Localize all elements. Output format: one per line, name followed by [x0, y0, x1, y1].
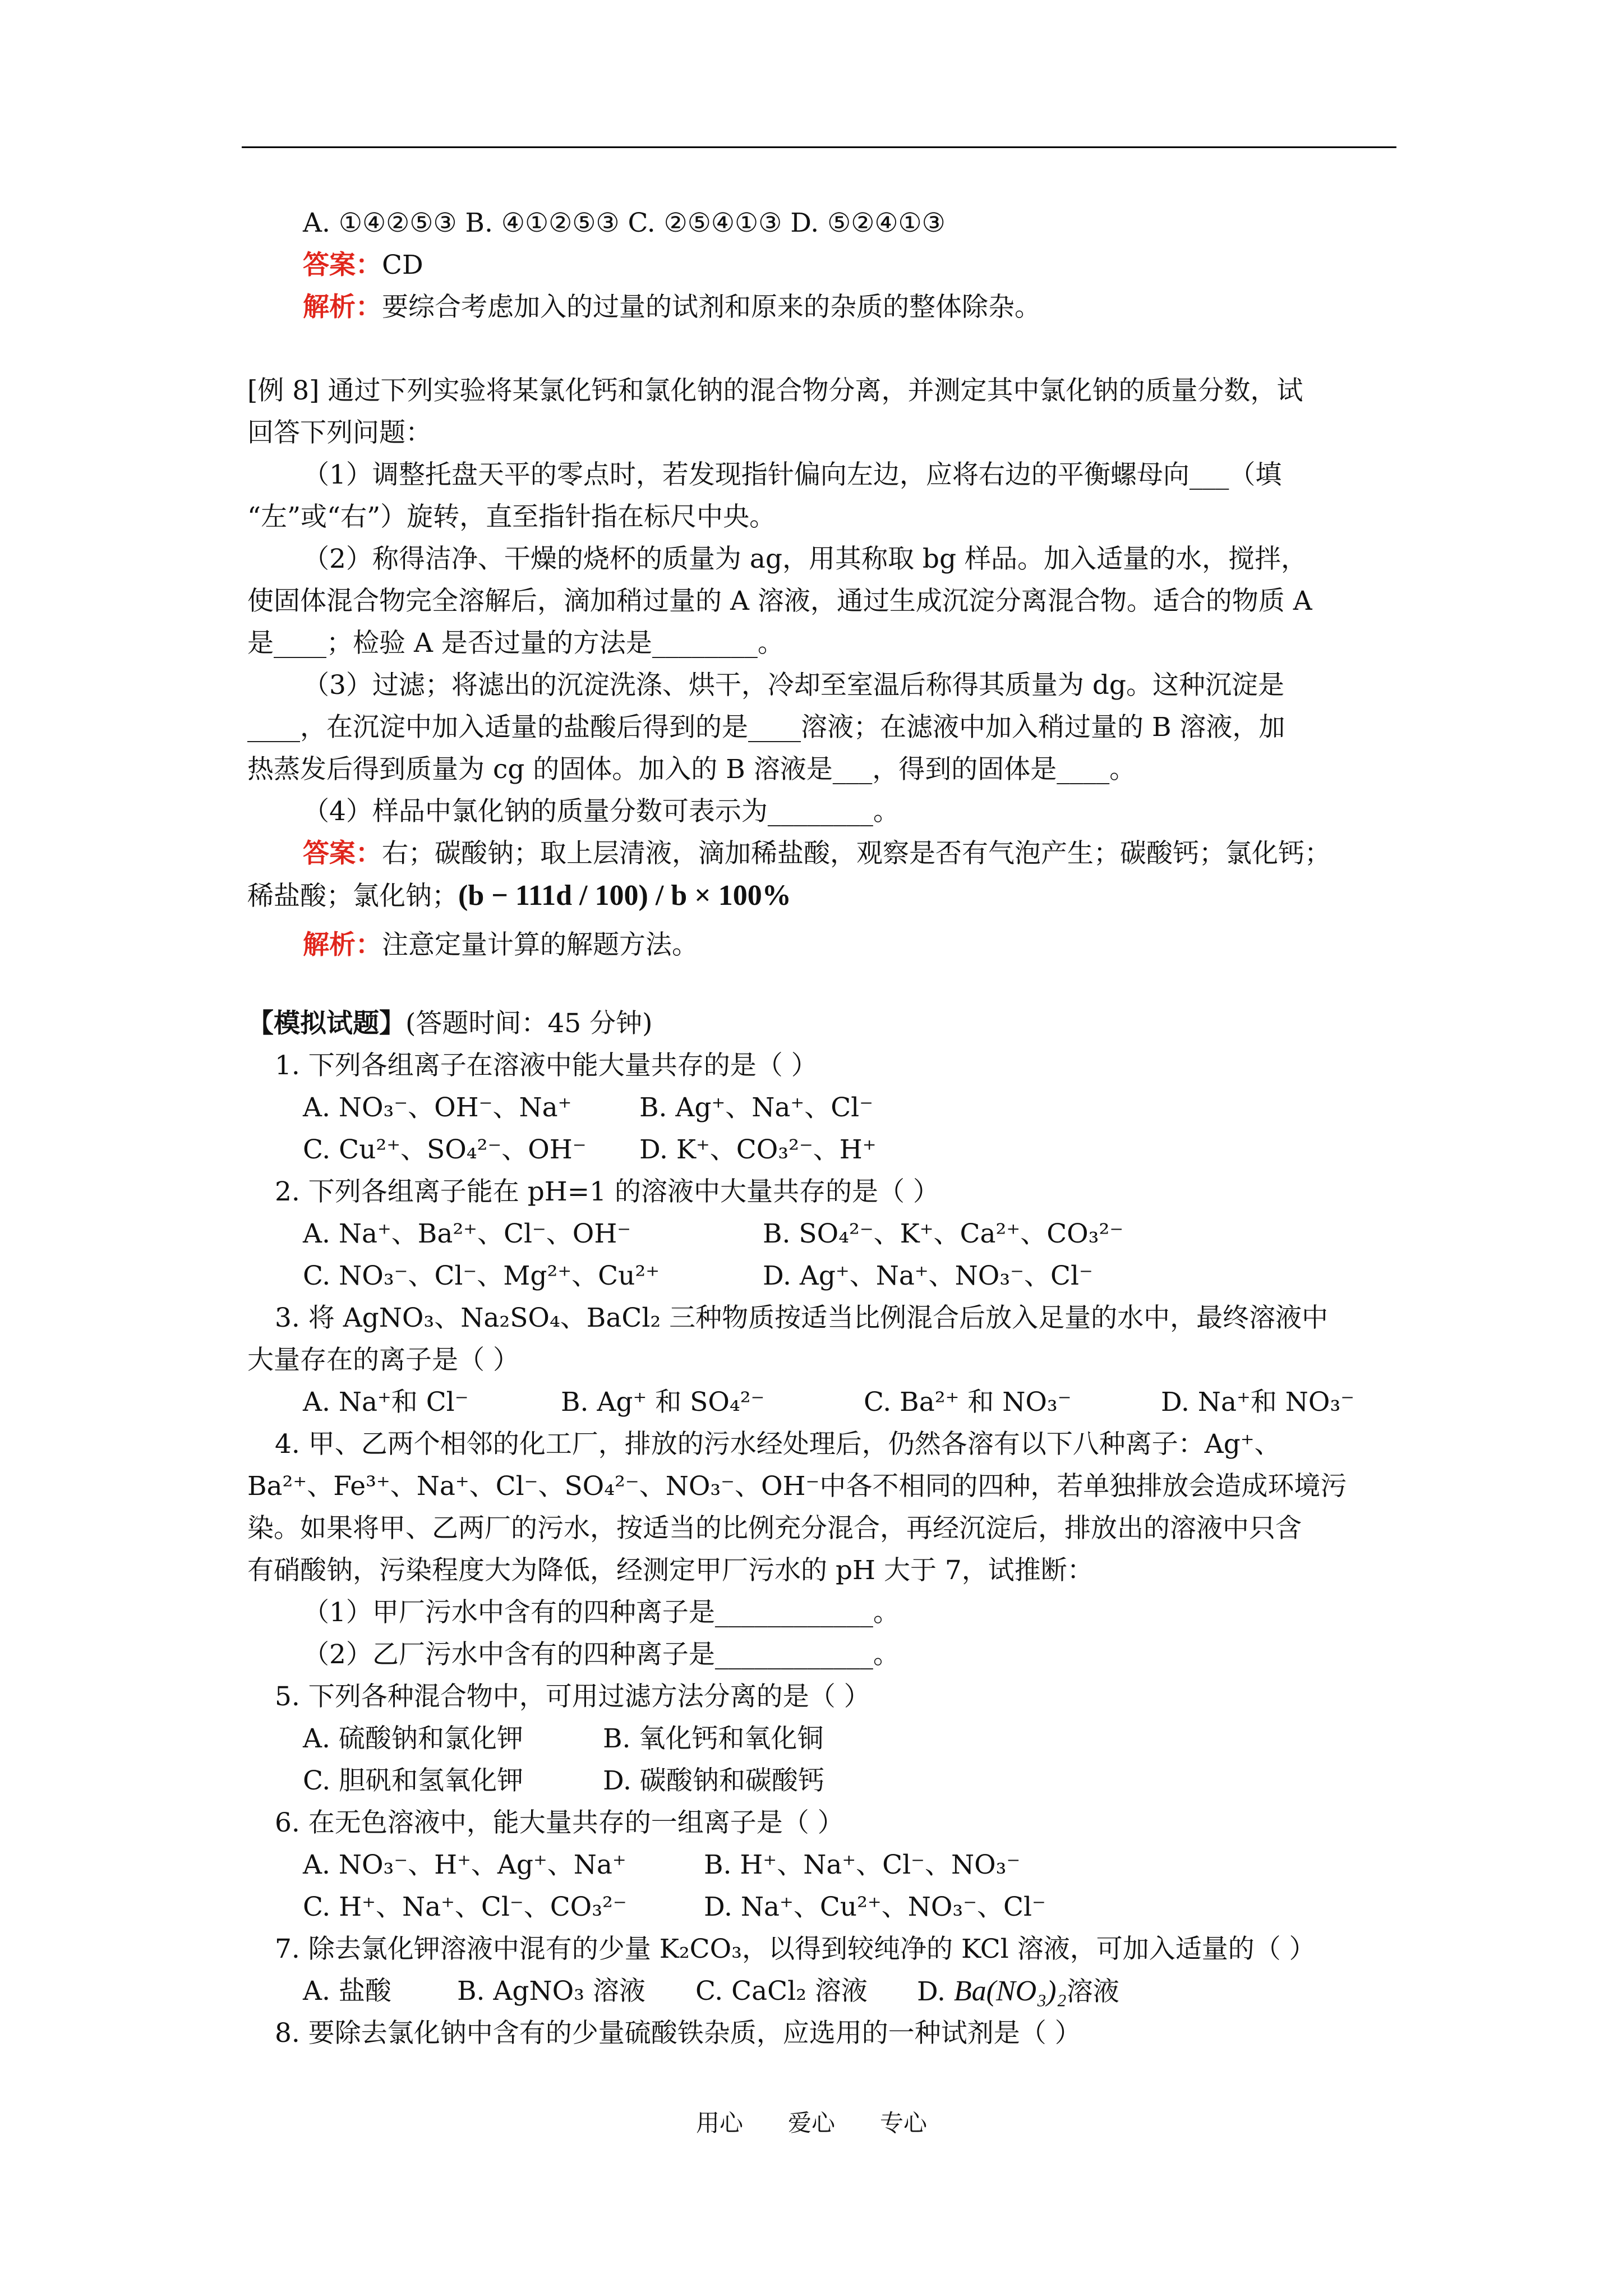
q6-option-a: A. NO₃⁻、H⁺、Ag⁺、Na⁺	[303, 1849, 626, 1880]
q4-line1: 4. 甲、乙两个相邻的化工厂，排放的污水经处理后，仍然各溶有以下八种离子：Ag⁺、	[275, 1429, 1281, 1460]
q3-stem-1: 3. 将 AgNO₃、Na₂SO₄、BaCl₂ 三种物质按适当比例混合后放入足量的水中，最终溶液中	[275, 1303, 1329, 1333]
q4-line3: 染。如果将甲、乙两厂的污水，按适当的比例充分混合，再经沉淀后，排放出的溶液中只含	[247, 1513, 1302, 1544]
prev-explanation	[303, 291, 1041, 324]
section-heading	[247, 1007, 652, 1041]
ex8-answer	[303, 837, 1331, 871]
answer-text-cont: 稀盐酸；氯化钠；	[247, 881, 458, 912]
q5-option-a: A. 硫酸钠和氯化钾	[303, 1723, 523, 1754]
ex8-line2: 回答下列问题：	[247, 417, 432, 448]
q2-option-d: D. Ag⁺、Na⁺、NO₃⁻、Cl⁻	[763, 1260, 1093, 1291]
answer-label: 答案：	[303, 250, 382, 280]
ex8-explanation	[303, 928, 698, 962]
answer-label: 答案：	[303, 838, 382, 869]
section-title: 【模拟试题】	[247, 1008, 405, 1039]
prev-options: A. ①④②⑤③ B. ④①②⑤③ C. ②⑤④①③ D. ⑤②④①③	[303, 208, 946, 238]
prev-answer	[303, 249, 423, 282]
q3-option-a: A. Na⁺和 Cl⁻	[303, 1387, 469, 1418]
footer-word-1: 用心	[695, 2109, 743, 2137]
ex8-answer-cont	[247, 879, 791, 913]
ex8-line6: 使固体混合物完全溶解后，滴加稍过量的 A 溶液，通过生成沉淀分离混合物。适合的物质 A	[247, 586, 1312, 616]
q7-option-a: A. 盐酸	[303, 1976, 391, 2007]
q1-stem: 1. 下列各组离子在溶液中能大量共存的是（ ）	[275, 1050, 818, 1081]
explanation-label: 解析：	[303, 930, 382, 960]
q7-option-c: C. CaCl₂ 溶液	[695, 1976, 868, 2007]
ex8-line8: （3）过滤；将滤出的沉淀洗涤、烘干，冷却至室温后称得其质量为 dg。这种沉淀是	[303, 670, 1285, 701]
footer-word-2: 爱心	[787, 2109, 835, 2137]
q4-line5: （1）甲厂污水中含有的四种离子是____________。	[303, 1597, 900, 1628]
explanation-text: 要综合考虑加入的过量的试剂和原来的杂质的整体除杂。	[382, 292, 1041, 323]
ex8-line7: 是____；检验 A 是否过量的方法是________。	[247, 628, 784, 659]
q8-stem: 8. 要除去氯化钠中含有的少量硫酸铁杂质，应选用的一种试剂是（ ）	[275, 2018, 1081, 2049]
ex8-line5: （2）称得洁净、干燥的烧杯的质量为 ag，用其称取 bg 样品。加入适量的水，搅拌，	[303, 544, 1308, 574]
q7-option-d	[917, 1975, 1119, 2009]
page-footer	[0, 2106, 1623, 2140]
q3-option-d: D. Na⁺和 NO₃⁻	[1161, 1387, 1355, 1418]
q6-option-c: C. H⁺、Na⁺、Cl⁻、CO₃²⁻	[303, 1892, 627, 1922]
q4-line4: 有硝酸钠，污染程度大为降低，经测定甲厂污水的 pH 大于 7，试推断：	[247, 1555, 1094, 1586]
explanation-text: 注意定量计算的解题方法。	[382, 930, 698, 960]
q7-option-b: B. AgNO₃ 溶液	[457, 1976, 645, 2007]
q4-line2: Ba²⁺、Fe³⁺、Na⁺、Cl⁻、SO₄²⁻、NO₃⁻、OH⁻中各不相同的四种，若单独排放会造成环境污	[247, 1471, 1347, 1502]
q5-stem: 5. 下列各种混合物中，可用过滤方法分离的是（ ）	[275, 1681, 870, 1712]
ex8-line10: 热蒸发后得到质量为 cg 的固体。加入的 B 溶液是___，得到的固体是____。	[247, 754, 1136, 785]
q6-option-b: B. H⁺、Na⁺、Cl⁻、NO₃⁻	[704, 1849, 1021, 1880]
q6-option-d: D. Na⁺、Cu²⁺、NO₃⁻、Cl⁻	[704, 1892, 1046, 1922]
answer-text: CD	[382, 250, 423, 280]
ex8-line1: [例 8] 通过下列实验将某氯化钙和氯化钠的混合物分离，并测定其中氯化钠的质量分数，试	[247, 375, 1303, 406]
q4-line6: （2）乙厂污水中含有的四种离子是____________。	[303, 1639, 900, 1670]
q1-option-c: C. Cu²⁺、SO₄²⁻、OH⁻	[303, 1134, 587, 1165]
q5-option-c: C. 胆矾和氢氧化钾	[303, 1765, 524, 1796]
q2-option-c: C. NO₃⁻、Cl⁻、Mg²⁺、Cu²⁺	[303, 1260, 660, 1291]
q1-option-a: A. NO₃⁻、OH⁻、Na⁺	[303, 1092, 572, 1123]
q3-option-c: C. Ba²⁺ 和 NO₃⁻	[864, 1387, 1072, 1418]
explanation-label: 解析：	[303, 292, 382, 323]
q7-stem: 7. 除去氯化钾溶液中混有的少量 K₂CO₃，以得到较纯净的 KCl 溶液，可加入适量的（ ）	[275, 1934, 1316, 1964]
ex8-line3: （1）调整托盘天平的零点时，若发现指针偏向左边，应将右边的平衡螺母向___（填	[303, 459, 1282, 490]
q2-option-a: A. Na⁺、Ba²⁺、Cl⁻、OH⁻	[303, 1218, 631, 1249]
q1-option-b: B. Ag⁺、Na⁺、Cl⁻	[639, 1092, 874, 1123]
section-time: (答题时间：45 分钟)	[405, 1008, 653, 1039]
q3-option-b: B. Ag⁺ 和 SO₄²⁻	[561, 1387, 765, 1418]
q6-stem: 6. 在无色溶液中，能大量共存的一组离子是（ ）	[275, 1807, 844, 1838]
q7-option-d-letter: D.	[917, 1976, 946, 2007]
ex8-line11: （4）样品中氯化钠的质量分数可表示为________。	[303, 796, 900, 827]
ex8-line9: ____，在沉淀中加入适量的盐酸后得到的是____溶液；在滤液中加入稍过量的 B 溶液，加	[247, 712, 1285, 743]
q7-option-d-formula: Ba(NO₃)₂	[953, 1975, 1067, 2007]
formula: (b − 111d / 100) / b × 100%	[458, 880, 791, 912]
ex8-line4: “左”或“右”）旋转，直至指针指在标尺中央。	[247, 501, 776, 532]
header-rule	[242, 146, 1396, 148]
footer-word-3: 专心	[880, 2109, 928, 2137]
q5-option-d: D. 碳酸钠和碳酸钙	[603, 1765, 824, 1796]
q2-option-b: B. SO₄²⁻、K⁺、Ca²⁺、CO₃²⁻	[763, 1218, 1124, 1249]
q1-option-d: D. K⁺、CO₃²⁻、H⁺	[639, 1134, 877, 1165]
answer-text: 右；碳酸钠；取上层清液，滴加稀盐酸，观察是否有气泡产生；碳酸钙；氯化钙；	[382, 838, 1331, 869]
q7-option-d-suffix: 溶液	[1066, 1976, 1119, 2007]
q5-option-b: B. 氧化钙和氧化铜	[603, 1723, 824, 1754]
q3-stem-2: 大量存在的离子是（ ）	[247, 1345, 519, 1375]
q2-stem: 2. 下列各组离子能在 pH=1 的溶液中大量共存的是（ ）	[275, 1176, 939, 1207]
